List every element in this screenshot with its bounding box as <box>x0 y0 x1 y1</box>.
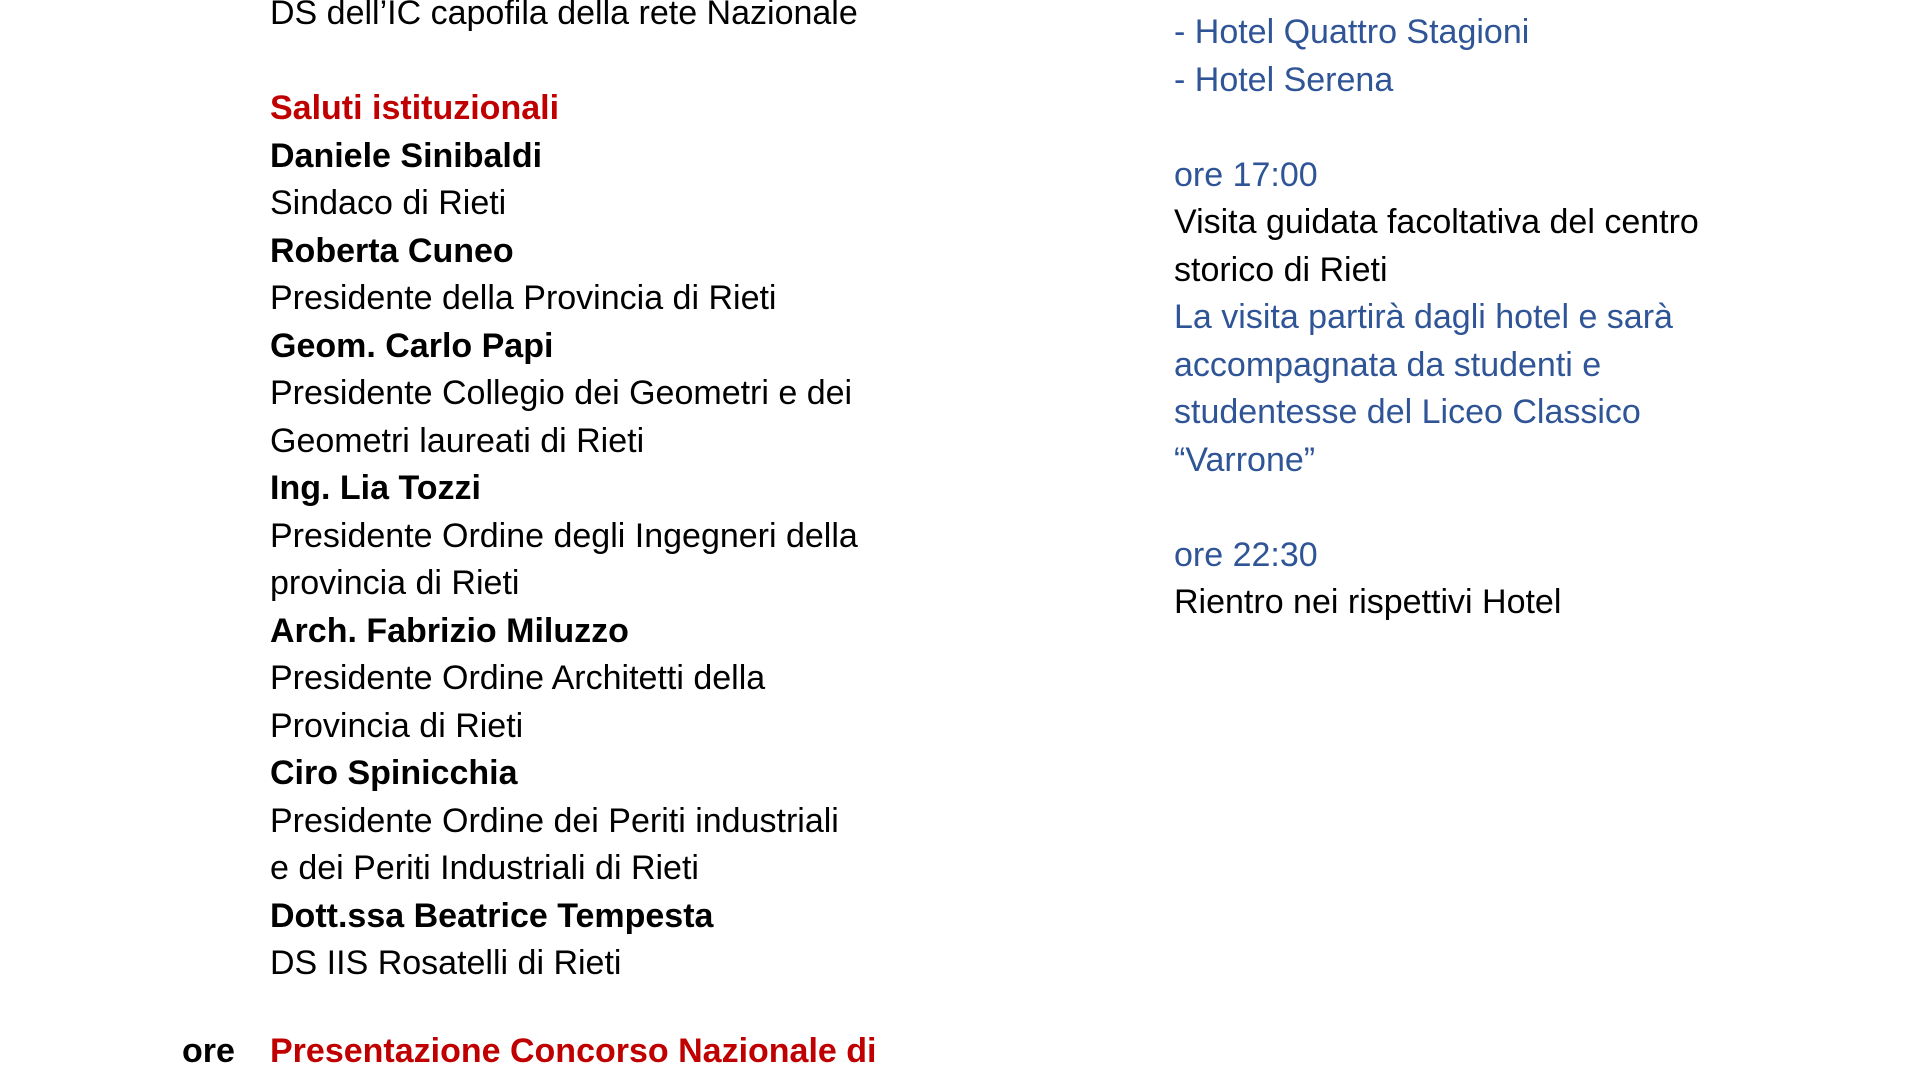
speaker-name: Daniele Sinibaldi <box>270 136 543 175</box>
speaker-role: Sindaco di Rieti <box>270 184 507 222</box>
speaker-name: Dott.ssa Beatrice Tempesta <box>270 896 714 935</box>
speaker-role: Presidente Ordine dei Periti industriali <box>270 801 839 840</box>
speaker-role: provincia di Rieti <box>270 564 520 602</box>
speaker-role: Presidente Ordine Architetti della <box>270 659 766 697</box>
left-column <box>270 0 910 988</box>
event-note: “Varrone” <box>1174 440 1316 479</box>
speaker-name: Roberta Cuneo <box>270 231 514 270</box>
speaker-name: Geom. Carlo Papi <box>270 326 554 365</box>
speaker-role: e dei Periti Industriali di Rieti <box>270 849 699 887</box>
event-time: ore 17:00 <box>1174 155 1318 194</box>
speaker-role: Presidente Collegio dei Geometri e dei <box>270 374 853 412</box>
right-column <box>1174 9 1854 627</box>
speaker-name: Arch. Fabrizio Miluzzo <box>270 611 629 650</box>
event-note: La visita partirà dagli hotel e sarà <box>1174 298 1673 336</box>
event-note: studentesse del Liceo Classico <box>1174 393 1641 431</box>
time-label: ore <box>182 1032 235 1070</box>
speaker-name: Ing. Lia Tozzi <box>270 469 481 507</box>
event-title: Rientro nei rispettivi Hotel <box>1174 583 1562 621</box>
spacer <box>1174 104 1854 152</box>
event-time: ore 22:30 <box>1174 535 1318 574</box>
event-title: storico di Rieti <box>1174 250 1388 289</box>
speaker-role: Geometri laureati di Rieti <box>270 421 645 460</box>
speaker-name: Ciro Spinicchia <box>270 754 518 792</box>
event-note: accompagnata da studenti e <box>1174 345 1602 384</box>
speaker-role: Provincia di Rieti <box>270 706 524 745</box>
event-title: Visita guidata facoltativa del centro <box>1174 203 1699 241</box>
speaker-role: Presidente Ordine degli Ingegneri della <box>270 516 858 555</box>
speaker-role: DS IIS Rosatelli di Rieti <box>270 944 622 982</box>
spacer <box>270 38 910 86</box>
hotel-item: - Hotel Quattro Stagioni <box>1174 13 1530 51</box>
presentation-heading: Presentazione Concorso Nazionale di <box>270 1032 877 1070</box>
greetings-heading: Saluti istituzionali <box>270 89 560 127</box>
speaker-role: Presidente della Provincia di Rieti <box>270 279 777 317</box>
hotel-item: - Hotel Serena <box>1174 60 1394 99</box>
ic-leader-role: DS dell’IC capofila della rete Nazionale <box>270 0 858 32</box>
spacer <box>1174 484 1854 532</box>
